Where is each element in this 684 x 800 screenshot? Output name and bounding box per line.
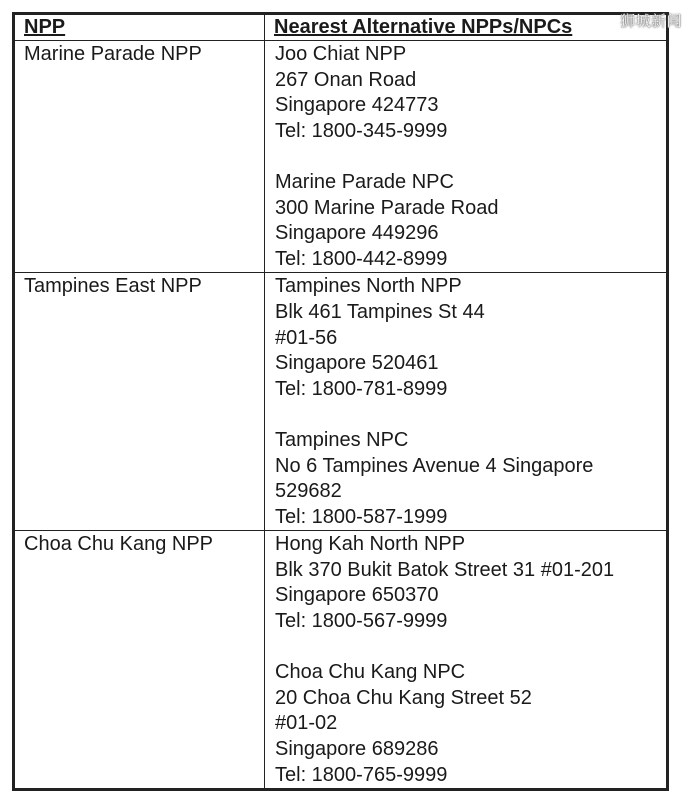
alternative-name: Hong Kah North NPP [275,533,466,556]
alternative-entry [275,42,666,144]
alternative-address-line: Singapore 424773 [275,94,439,117]
alternative-name: Choa Chu Kang NPC [275,661,466,684]
alternative-entry [275,170,666,272]
alternative-name: Joo Chiat NPP [275,43,407,65]
watermark-text: 狮城新闻 [619,12,682,30]
alternative-tel: Tel: 1800-587-1999 [275,505,448,528]
alternative-tel: Tel: 1800-567-9999 [275,610,448,633]
alternative-entry [275,428,666,530]
npp-cell: Choa Chu Kang NPP [15,531,265,789]
alternative-name: Tampines NPC [275,428,409,451]
alternative-entry [275,274,666,402]
alternative-address-line: #01-02 [275,712,338,735]
alternative-address-line: Blk 461 Tampines St 44 [275,300,485,323]
table-row [15,531,667,789]
alternative-tel: Tel: 1800-765-9999 [275,763,448,786]
alternative-address-line: Singapore 449296 [275,222,439,245]
alternative-address-line: Singapore 520461 [275,352,439,375]
npp-alternatives-table [14,14,667,789]
header-npp: NPP [15,15,265,41]
header-alternatives: Nearest Alternative NPPs/NPCs [265,15,667,41]
alternative-address-line: 529682 [275,480,342,503]
npp-cell: Marine Parade NPP [15,41,265,273]
alternative-address-line: Singapore 689286 [275,738,439,761]
alternatives-cell [265,531,667,789]
table-row [15,273,667,531]
alternative-tel: Tel: 1800-345-9999 [275,119,448,142]
table-row [15,41,667,273]
alternative-address-line: No 6 Tampines Avenue 4 Singapore [275,454,594,477]
alternative-entry [275,532,666,634]
alternatives-cell [265,273,667,531]
alternative-address-line: 267 Onan Road [275,68,417,91]
alternative-address-line: Singapore 650370 [275,584,439,607]
npp-cell: Tampines East NPP [15,273,265,531]
alternative-address-line: 20 Choa Chu Kang Street 52 [275,686,532,709]
alternatives-cell [265,41,667,273]
alternative-tel: Tel: 1800-442-8999 [275,247,448,270]
alternative-address-line: Blk 370 Bukit Batok Street 31 #01-201 [275,558,615,581]
npp-table-container [12,12,669,791]
alternative-address-line: #01-56 [275,326,338,349]
alternative-name: Tampines North NPP [275,275,462,298]
alternative-tel: Tel: 1800-781-8999 [275,377,448,400]
alternative-name: Marine Parade NPC [275,170,454,193]
table-header-row [15,15,667,41]
alternative-entry [275,660,666,788]
alternative-address-line: 300 Marine Parade Road [275,196,499,219]
